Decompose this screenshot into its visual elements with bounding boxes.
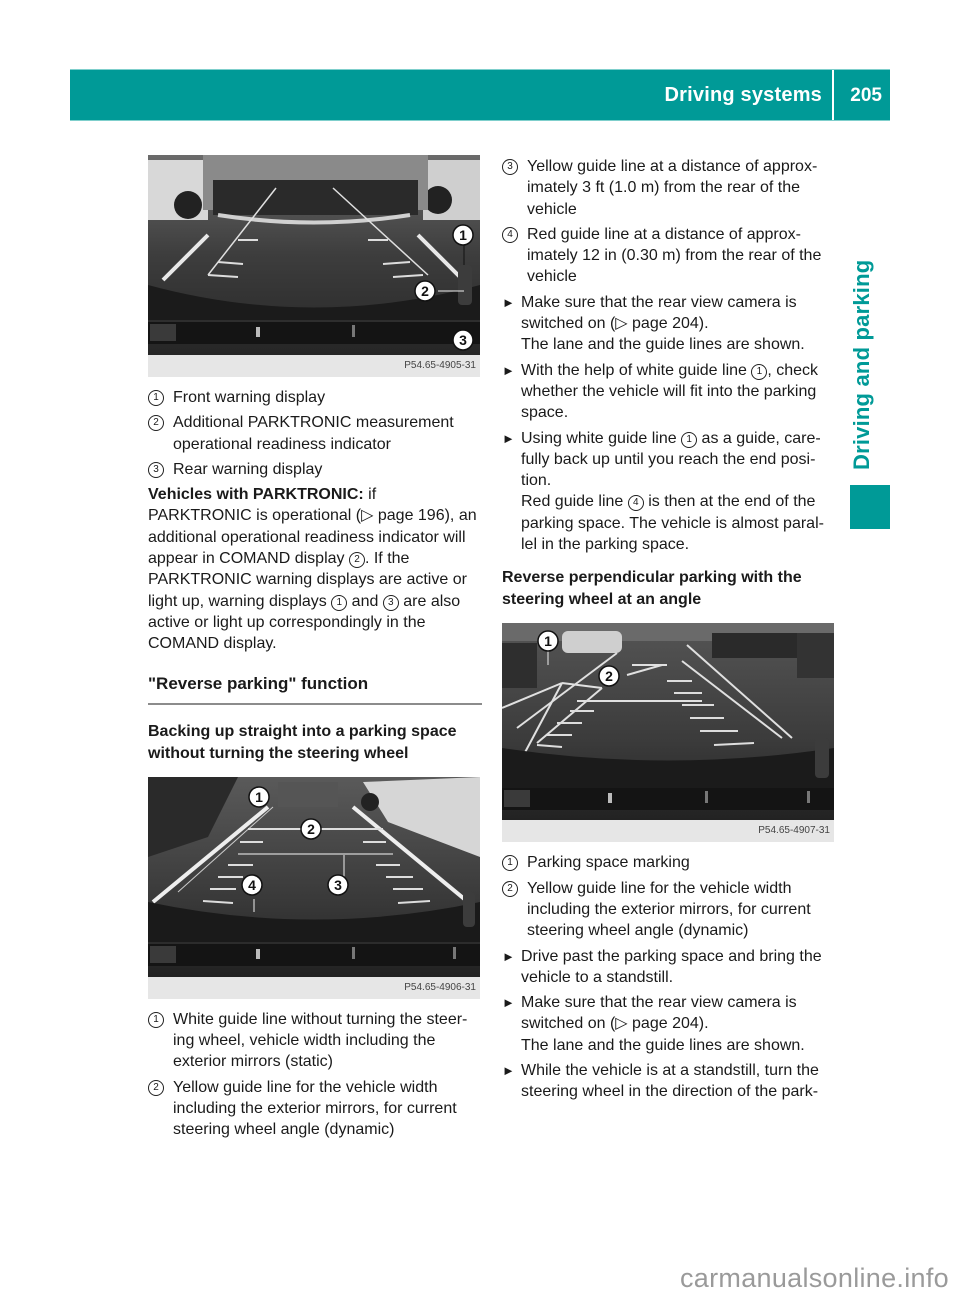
callout-4: 4 — [248, 876, 256, 893]
legend-item — [502, 878, 836, 942]
item-number: 1 — [148, 1012, 164, 1028]
legend-item — [148, 459, 482, 480]
page-ref-icon: ▷ — [615, 315, 628, 333]
legend-text: Parking space marking — [527, 854, 690, 872]
step-arrow-icon: ► — [502, 948, 515, 964]
chapter-tab-label: Driving and parking — [849, 259, 874, 470]
item-number: 3 — [148, 462, 164, 478]
callout-2: 2 — [307, 820, 315, 837]
page-ref-link[interactable]: page 204). — [627, 1015, 709, 1033]
page-ref-link[interactable]: page 204). — [627, 315, 709, 333]
item-number: 1 — [148, 390, 164, 406]
parktronic-paragraph: Vehicles with PARKTRONIC: if PARKTRONIC is operational (▷ page 196), an additional operational readiness indicator will appear in COMAND display 2 . If the PARKTRONIC warning displays are active or light up, warning displays 1 and 3 are also active or light up correspondingly in the COMAND display. — [148, 486, 477, 653]
section-title: Driving systems — [664, 84, 822, 106]
instruction-step: ► Using white guide line 1 as a guide, care-fully back up until you reach the end posi-tion. Red guide line 4 is then at the end of the parking space. The vehicle is almost paral-lel in the parking space. — [502, 429, 824, 554]
figure-camera-parktronic — [148, 155, 480, 377]
legend-text: Additional PARKTRONIC measurement operational readiness indicator — [173, 414, 454, 453]
right-column — [502, 156, 836, 1107]
instruction-step: ► While the vehicle is at a standstill, turn the steering wheel in the direction of the park- — [502, 1062, 819, 1101]
camera-view-illustration — [148, 155, 480, 355]
step-result: The lane and the guide lines are shown. — [521, 336, 805, 354]
instruction-step: ► Make sure that the rear view camera is switched on (▷ page 204). The lane and the guide lines are shown. — [502, 994, 805, 1054]
page-number: 205 — [850, 85, 882, 106]
callout-3: 3 — [459, 332, 467, 348]
step-arrow-icon: ► — [502, 362, 515, 378]
page-ref-icon: ▷ — [615, 1015, 628, 1033]
legend-item — [148, 1009, 482, 1073]
legend-text: Rear warning display — [173, 460, 323, 478]
step-arrow-icon: ► — [502, 430, 515, 446]
callout-1: 1 — [459, 227, 467, 243]
camera-view-illustration — [502, 623, 834, 820]
step-result: The lane and the guide lines are shown. — [521, 1036, 805, 1054]
header-divider — [832, 70, 834, 120]
figure-camera-straight — [148, 777, 480, 999]
legend-item — [502, 224, 836, 288]
callout-1: 1 — [255, 788, 263, 805]
instruction-step: ► With the help of white guide line 1 , check whether the vehicle will fit into the parking space. — [502, 361, 819, 422]
callout-3: 3 — [334, 876, 342, 893]
legend-text: White guide line without turning the steer-ing wheel, vehicle width including the exterior mirrors (static) — [173, 1010, 468, 1071]
chapter-tab-marker — [850, 485, 890, 529]
legend-text: Yellow guide line at a distance of approx-imately 3 ft (1.0 m) from the rear of the vehicle — [527, 158, 818, 218]
callout-2: 2 — [421, 283, 429, 299]
camera-image — [502, 623, 834, 820]
figure-camera-angled — [502, 623, 834, 842]
watermark: carmanualsonline.info — [680, 1263, 949, 1293]
item-number: 3 — [502, 159, 518, 175]
legend-item — [148, 387, 482, 408]
step-arrow-icon: ► — [502, 294, 515, 310]
page-header — [70, 69, 890, 121]
legend-item — [502, 156, 836, 220]
legend-item — [148, 412, 482, 455]
callout-1: 1 — [544, 633, 552, 650]
callout-2: 2 — [605, 668, 613, 685]
camera-image — [148, 777, 480, 977]
camera-view-illustration — [148, 777, 480, 977]
legend-text: Yellow guide line for the vehicle width including the exterior mirrors, for current steering wheel angle (dynamic) — [173, 1078, 457, 1139]
item-number: 4 — [502, 227, 518, 243]
instruction-step: ► Make sure that the rear view camera is switched on (▷ page 204). The lane and the guide lines are shown. — [502, 293, 805, 354]
instruction-step: ► Drive past the parking space and bring the vehicle to a standstill. — [502, 947, 822, 986]
legend-text: Front warning display — [173, 389, 326, 406]
item-number: 2 — [148, 1080, 164, 1096]
figure-code: P54.65-4907-31 — [502, 820, 834, 842]
legend-text: Red guide line at a distance of approx-imately 12 in (0.30 m) from the rear of the vehicle — [527, 225, 822, 286]
camera-image — [148, 155, 480, 355]
page-ref-link[interactable]: page 196), an additional operational readiness indicator will appear in COMAND display — [148, 507, 477, 568]
left-column — [148, 155, 482, 1145]
item-number: 2 — [148, 415, 164, 431]
step-arrow-icon: ► — [502, 995, 515, 1011]
subsection-heading: Backing up straight into a parking space without turning the steering wheel — [148, 722, 457, 762]
figure-code: P54.65-4906-31 — [148, 977, 480, 999]
subsection-heading: Reverse perpendicular parking with the steering wheel at an angle — [502, 569, 802, 609]
figure-code: P54.65-4905-31 — [148, 355, 480, 377]
legend-item — [148, 1077, 482, 1141]
step-arrow-icon: ► — [502, 1063, 515, 1079]
item-number: 2 — [502, 881, 518, 897]
item-number: 1 — [502, 855, 518, 871]
page-ref-icon: ▷ — [361, 507, 374, 525]
legend-item — [502, 852, 836, 873]
legend-text: Yellow guide line for the vehicle width including the exterior mirrors, for current steering wheel angle (dynamic) — [527, 879, 811, 940]
section-heading: "Reverse parking" function — [148, 673, 482, 705]
